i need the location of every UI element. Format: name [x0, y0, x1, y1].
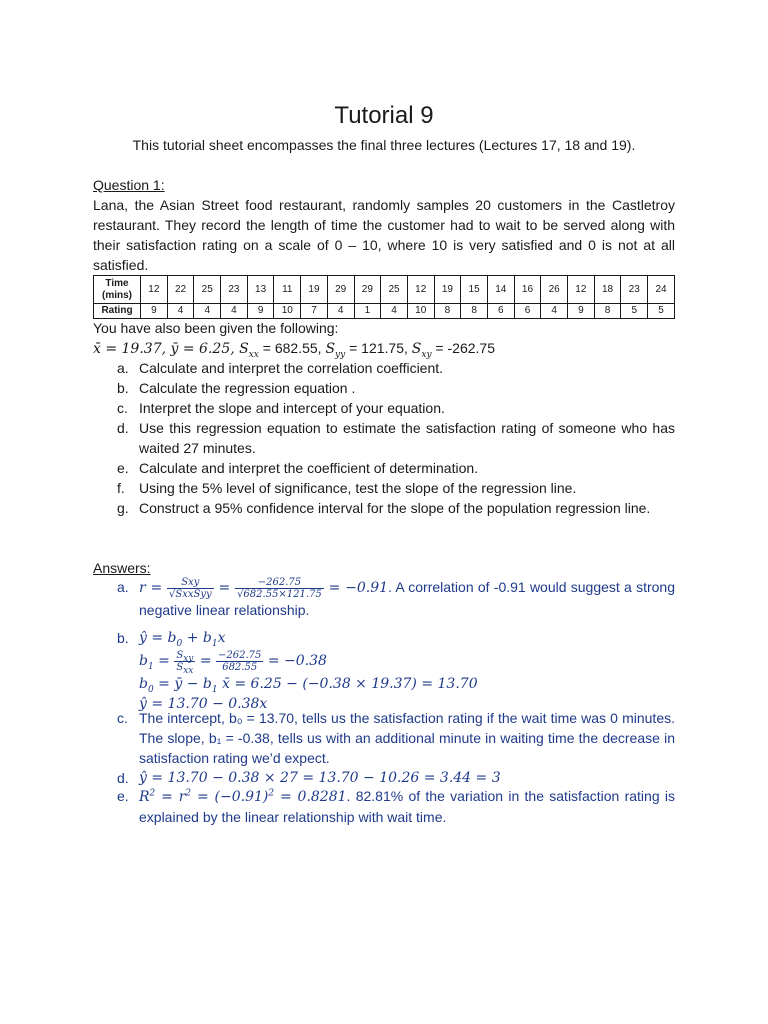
time-cell: 25 — [194, 276, 221, 304]
rating-cell: 6 — [514, 304, 541, 319]
question-item-text: Using the 5% level of significance, test the slope of the regression line. — [139, 480, 577, 496]
answer-b-frac2-num: −262.75 — [218, 649, 262, 661]
rating-cell: 10 — [274, 304, 301, 319]
answer-b-fraction-symbolic — [174, 649, 195, 676]
rating-cell: 1 — [354, 304, 381, 319]
rating-cell: 4 — [541, 304, 568, 319]
answer-b-frac1-den: $S_{xx}$ — [176, 661, 194, 676]
time-cell: 13 — [247, 276, 274, 304]
answer-b-b1-lhs: $b_1$ = — [139, 653, 175, 672]
stat-syy-subscript: yy — [335, 349, 346, 360]
given-statement: You have also been given the following: — [93, 320, 339, 336]
question-item — [93, 358, 675, 378]
data-table — [93, 275, 675, 319]
time-cell: 26 — [541, 276, 568, 304]
answer-a-r-lhs: r = — [139, 580, 168, 597]
rating-row — [94, 304, 675, 319]
stat-sxx-value: = 682.55, — [258, 340, 326, 356]
question-item-text: Calculate the regression equation . — [139, 380, 356, 396]
summary-stats — [93, 338, 495, 359]
rating-cell: 4 — [167, 304, 194, 319]
answer-a-frac2-den: √682.55×121.75 — [237, 589, 322, 600]
time-cell: 16 — [514, 276, 541, 304]
question-item-letter: f. — [117, 480, 125, 496]
question-item — [93, 418, 675, 458]
answer-b-frac1-num: $S_{xy}$ — [176, 649, 194, 664]
stat-sxx-symbol: S — [239, 341, 249, 357]
answer-c-text: The intercept, b₀ = 13.70, tells us the satisfaction rating if the wait time was 0 minutes. The slope, b₁ = -0.38, tells us with an additional minute in waiting time the decrease in satisfaction rating we’d expect. — [139, 710, 675, 766]
time-cell: 14 — [487, 276, 514, 304]
question-heading: Question 1: — [93, 177, 165, 193]
question-item-text: Calculate and interpret the correlation coefficient. — [139, 360, 444, 376]
stat-sxy-symbol: S — [411, 341, 422, 357]
time-cell: 22 — [167, 276, 194, 304]
rating-cell: 9 — [141, 304, 168, 319]
question-item-letter: a. — [117, 360, 129, 376]
question-item-text: Calculate and interpret the coefficient of determination. — [139, 460, 479, 476]
answer-b — [93, 628, 675, 714]
answer-a-text: . A correlation of -0.91 would suggest a strong negative linear relationship. — [139, 579, 675, 618]
answer-b-fraction-numeric — [216, 650, 263, 673]
stat-syy-symbol: S — [325, 341, 336, 357]
answer-c-letter: c. — [117, 710, 128, 726]
answer-c — [93, 708, 675, 768]
answer-a-result: = −0.91 — [323, 580, 389, 597]
rating-cell: 10 — [407, 304, 434, 319]
stat-sxy-value: = -262.75 — [431, 340, 495, 356]
answer-a-frac2-num: −262.75 — [235, 577, 324, 589]
time-cell: 18 — [594, 276, 621, 304]
time-cell: 12 — [568, 276, 595, 304]
answers-heading: Answers: — [93, 560, 151, 576]
page-title: Tutorial 9 — [334, 102, 434, 129]
stat-ybar: ȳ = 6.25, — [170, 341, 240, 357]
stat-sxy-subscript: xy — [421, 349, 432, 360]
answer-e-text: . 82.81% of the variation in the satisfaction rating is explained by the linear relationship with wait time. — [139, 788, 675, 825]
question-item-list — [93, 358, 675, 518]
time-cell: 12 — [141, 276, 168, 304]
question-item-text: Interpret the slope and intercept of your equation. — [139, 400, 445, 416]
question-item-text: Construct a 95% confidence interval for the slope of the population regression line. — [139, 500, 651, 516]
stat-xbar: x̄ = 19.37, — [93, 341, 171, 357]
rating-header: Rating — [94, 304, 141, 319]
time-cell: 23 — [621, 276, 648, 304]
time-header: Time (mins) — [94, 276, 141, 304]
time-cell: 19 — [434, 276, 461, 304]
stat-syy-value: = 121.75, — [345, 340, 412, 356]
answer-b-letter: b. — [117, 630, 129, 646]
question-item-letter: c. — [117, 400, 128, 416]
time-cell: 19 — [301, 276, 328, 304]
answer-d-letter: d. — [117, 770, 129, 786]
question-item — [93, 398, 675, 418]
answer-a-equals: = — [213, 580, 236, 597]
rating-cell: 4 — [194, 304, 221, 319]
question-item-letter: d. — [117, 420, 129, 436]
answer-b-line3: $b_0$ = ȳ − $b_1$ x̄ = 6.25 − (−0.38 × 19.37) = 13.70 — [139, 676, 478, 695]
time-cell: 24 — [648, 276, 675, 304]
time-cell: 11 — [274, 276, 301, 304]
time-cell: 29 — [354, 276, 381, 304]
time-cell: 25 — [381, 276, 408, 304]
question-item-letter: b. — [117, 380, 129, 396]
rating-cell: 4 — [381, 304, 408, 319]
time-cell: 29 — [327, 276, 354, 304]
time-cell: 23 — [221, 276, 248, 304]
stat-sxx-subscript: xx — [248, 349, 259, 360]
rating-cell: 8 — [594, 304, 621, 319]
time-cell: 12 — [407, 276, 434, 304]
answer-a-frac1-num: Sxy — [167, 577, 214, 589]
question-item — [93, 498, 675, 518]
rating-cell: 7 — [301, 304, 328, 319]
rating-cell: 8 — [461, 304, 488, 319]
rating-cell: 9 — [568, 304, 595, 319]
rating-cell: 4 — [327, 304, 354, 319]
question-item-letter: g. — [117, 500, 129, 516]
rating-cell: 9 — [247, 304, 274, 319]
page-subtitle: This tutorial sheet encompasses the final three lectures (Lectures 17, 18 and 19). — [132, 137, 636, 153]
rating-cell: 8 — [434, 304, 461, 319]
answer-b-frac2-den: 682.55 — [222, 661, 258, 673]
answer-a-letter: a. — [117, 579, 129, 595]
answer-a-frac1-den: √SxxSyy — [169, 589, 212, 600]
rating-cell: 5 — [621, 304, 648, 319]
answer-d — [93, 768, 675, 788]
answer-a — [93, 577, 675, 620]
answer-b-line4: ŷ = 13.70 − 0.38x — [139, 696, 268, 712]
answer-e-letter: e. — [117, 788, 129, 804]
question-item — [93, 458, 675, 478]
question-item — [93, 378, 675, 398]
rating-cell: 4 — [221, 304, 248, 319]
answer-b-b1-result: = −0.38 — [267, 653, 327, 669]
time-row — [94, 276, 675, 304]
answer-a-fraction-numeric — [235, 577, 324, 600]
question-item — [93, 478, 675, 498]
answer-b-line2: $b_1$ = $\frac{S_{xy}}{S_{xx}}$ = $\frac{-262.75}{682.55}$ = −0.38 — [139, 649, 327, 676]
answer-a-fraction-symbolic — [167, 577, 214, 600]
time-cell: 15 — [461, 276, 488, 304]
question-item-letter: e. — [117, 460, 129, 476]
rating-cell: 6 — [487, 304, 514, 319]
answer-e-equation: $R^2 = r^2 = (-0.91)^2 = 0.8281$ — [139, 788, 347, 805]
rating-cell: 5 — [648, 304, 675, 319]
question-item-text: Use this regression equation to estimate the satisfaction rating of someone who has waited 27 minutes. — [139, 420, 675, 456]
answer-e — [93, 786, 675, 827]
answer-b-line1: ŷ = $b_0 + b_1x$ — [139, 630, 226, 649]
answer-d-text: ŷ = 13.70 − 0.38 × 27 = 13.70 − 10.26 = 3.44 = 3 — [139, 770, 501, 786]
question-intro: Lana, the Asian Street food restaurant, randomly samples 20 customers in the Castletroy restaurant. They record the length of time the customer had to wait to be served along with their satisfaction rating on a scale of 0 – 10, where 10 is very satisfied and 0 is not at all satisfied. — [93, 197, 675, 273]
